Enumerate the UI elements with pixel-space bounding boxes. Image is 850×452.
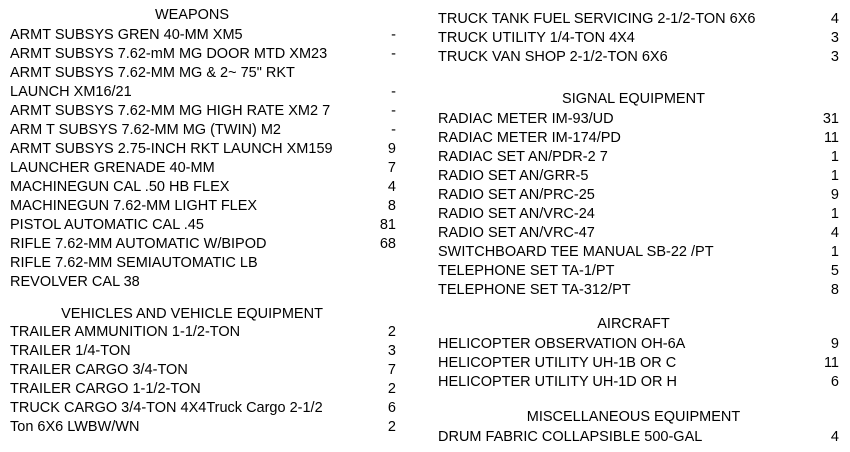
list-item [10, 399, 410, 418]
item-label: MACHINEGUN 7.62-MM LIGHT FLEX [10, 198, 258, 214]
item-label: TRAILER CARGO 1-1/2-TON [10, 381, 201, 397]
item-quantity: - [391, 27, 396, 43]
item-label: TRUCK VAN SHOP 2-1/2-TON 6X6 [438, 49, 668, 65]
item-label: REVOLVER CAL 38 [10, 274, 140, 290]
item-label: TRAILER CARGO 3/4-TON [10, 362, 188, 378]
item-label: LAUNCH XM16/21 [10, 84, 132, 100]
item-quantity: 9 [387, 141, 396, 157]
list-item [438, 373, 843, 392]
item-label: RIFLE 7.62-MM AUTOMATIC W/BIPOD [10, 236, 267, 252]
item-label: RADIAC SET AN/PDR-2 7 [438, 149, 608, 165]
list-item [10, 26, 410, 45]
item-label: ARMT SUBSYS GREN 40-MM XM5 [10, 27, 243, 43]
list-item [438, 148, 843, 167]
item-label: ARM T SUBSYS 7.62-MM MG (TWIN) M2 [10, 122, 281, 138]
item-label: RADIO SET AN/VRC-24 [438, 206, 595, 222]
list-item [10, 45, 410, 64]
item-quantity: 6 [830, 374, 839, 390]
item-quantity: 11 [823, 130, 839, 146]
section-heading: SIGNAL EQUIPMENT [562, 91, 705, 107]
list-item [438, 205, 843, 224]
list-item [10, 140, 410, 159]
item-quantity: 81 [379, 217, 396, 233]
item-label: RADIO SET AN/PRC-25 [438, 187, 595, 203]
item-label: RIFLE 7.62-MM SEMIAUTOMATIC LB [10, 255, 258, 271]
item-quantity: 6 [387, 400, 396, 416]
list-item [10, 418, 410, 437]
list-item [10, 342, 410, 361]
item-label: DRUM FABRIC COLLAPSIBLE 500-GAL [438, 429, 703, 445]
item-quantity: - [391, 103, 396, 119]
item-label: RADIO SET AN/VRC-47 [438, 225, 595, 241]
item-quantity: - [391, 84, 396, 100]
item-quantity: - [391, 46, 396, 62]
list-item [438, 428, 843, 447]
list-item [10, 83, 410, 102]
item-quantity: 7 [387, 160, 396, 176]
item-quantity: 7 [387, 362, 396, 378]
item-label: TRUCK CARGO 3/4-TON 4X4Truck Cargo 2-1/2 [10, 400, 323, 416]
list-item [438, 129, 843, 148]
list-item [10, 216, 410, 235]
list-item [438, 29, 843, 48]
item-quantity: 9 [830, 187, 839, 203]
item-label: TRAILER 1/4-TON [10, 343, 131, 359]
item-quantity: 2 [387, 324, 396, 340]
item-quantity: 1 [830, 168, 839, 184]
section-heading: VEHICLES AND VEHICLE EQUIPMENT [61, 306, 323, 322]
item-quantity: 3 [830, 30, 839, 46]
list-item [10, 159, 410, 178]
list-item [438, 48, 843, 67]
list-item [10, 323, 410, 342]
list-item [438, 335, 843, 354]
item-label: TRUCK UTILITY 1/4-TON 4X4 [438, 30, 635, 46]
section-heading: AIRCRAFT [597, 316, 670, 332]
list-item [438, 167, 843, 186]
list-item [438, 281, 843, 300]
item-label: ARMT SUBSYS 7.62-mM MG DOOR MTD XM23 [10, 46, 328, 62]
list-item [10, 380, 410, 399]
item-label: ARMT SUBSYS 2.75-INCH RKT LAUNCH XM159 [10, 141, 333, 157]
item-label: RADIAC METER IM-93/UD [438, 111, 614, 127]
item-quantity: 4 [830, 429, 839, 445]
item-label: RADIO SET AN/GRR-5 [438, 168, 589, 184]
list-item [438, 262, 843, 281]
item-label: ARMT SUBSYS 7.62-MM MG HIGH RATE XM2 7 [10, 103, 331, 119]
item-label: HELICOPTER UTILITY UH-1B OR C [438, 355, 677, 371]
item-label: LAUNCHER GRENADE 40-MM [10, 160, 215, 176]
list-item [10, 273, 410, 292]
list-item [10, 102, 410, 121]
list-item [438, 186, 843, 205]
list-item [438, 10, 843, 29]
item-label: ARMT SUBSYS 7.62-MM MG & 2~ 75" RKT [10, 65, 295, 81]
item-label: PISTOL AUTOMATIC CAL .45 [10, 217, 204, 233]
item-quantity: - [391, 122, 396, 138]
item-label: TELEPHONE SET TA-312/PT [438, 282, 631, 298]
item-label: Ton 6X6 LWBW/WN [10, 419, 140, 435]
item-quantity: 3 [830, 49, 839, 65]
item-quantity: 68 [379, 236, 396, 252]
list-item [10, 121, 410, 140]
list-item [10, 64, 410, 83]
item-label: TELEPHONE SET TA-1/PT [438, 263, 615, 279]
item-label: MACHINEGUN CAL .50 HB FLEX [10, 179, 230, 195]
item-quantity: 31 [822, 111, 839, 127]
item-quantity: 3 [387, 343, 396, 359]
item-label: HELICOPTER UTILITY UH-1D OR H [438, 374, 678, 390]
item-quantity: 1 [830, 206, 839, 222]
list-item [10, 361, 410, 380]
list-item [10, 197, 410, 216]
item-quantity: 8 [387, 198, 396, 214]
list-item [10, 178, 410, 197]
item-label: HELICOPTER OBSERVATION OH-6A [438, 336, 686, 352]
section-heading: MISCELLANEOUS EQUIPMENT [526, 409, 741, 425]
list-item [10, 235, 410, 254]
list-item [438, 354, 843, 373]
list-item [438, 224, 843, 243]
item-label: TRUCK TANK FUEL SERVICING 2-1/2-TON 6X6 [438, 11, 756, 27]
item-label: SWITCHBOARD TEE MANUAL SB-22 /PT [438, 244, 714, 260]
item-quantity: 2 [387, 381, 396, 397]
list-item [438, 110, 843, 129]
item-quantity: 11 [823, 355, 839, 371]
item-label: RADIAC METER IM-174/PD [438, 130, 621, 146]
item-quantity: 1 [830, 244, 839, 260]
item-quantity: 4 [830, 11, 839, 27]
item-quantity: 1 [830, 149, 839, 165]
list-item [438, 243, 843, 262]
item-label: TRAILER AMMUNITION 1-1/2-TON [10, 324, 241, 340]
item-quantity: 8 [830, 282, 839, 298]
item-quantity: 2 [387, 419, 396, 435]
item-quantity: 5 [830, 263, 839, 279]
item-quantity: 4 [830, 225, 839, 241]
section-heading: WEAPONS [154, 7, 230, 23]
list-item [10, 254, 410, 273]
item-quantity: 4 [387, 179, 396, 195]
item-quantity: 9 [830, 336, 839, 352]
